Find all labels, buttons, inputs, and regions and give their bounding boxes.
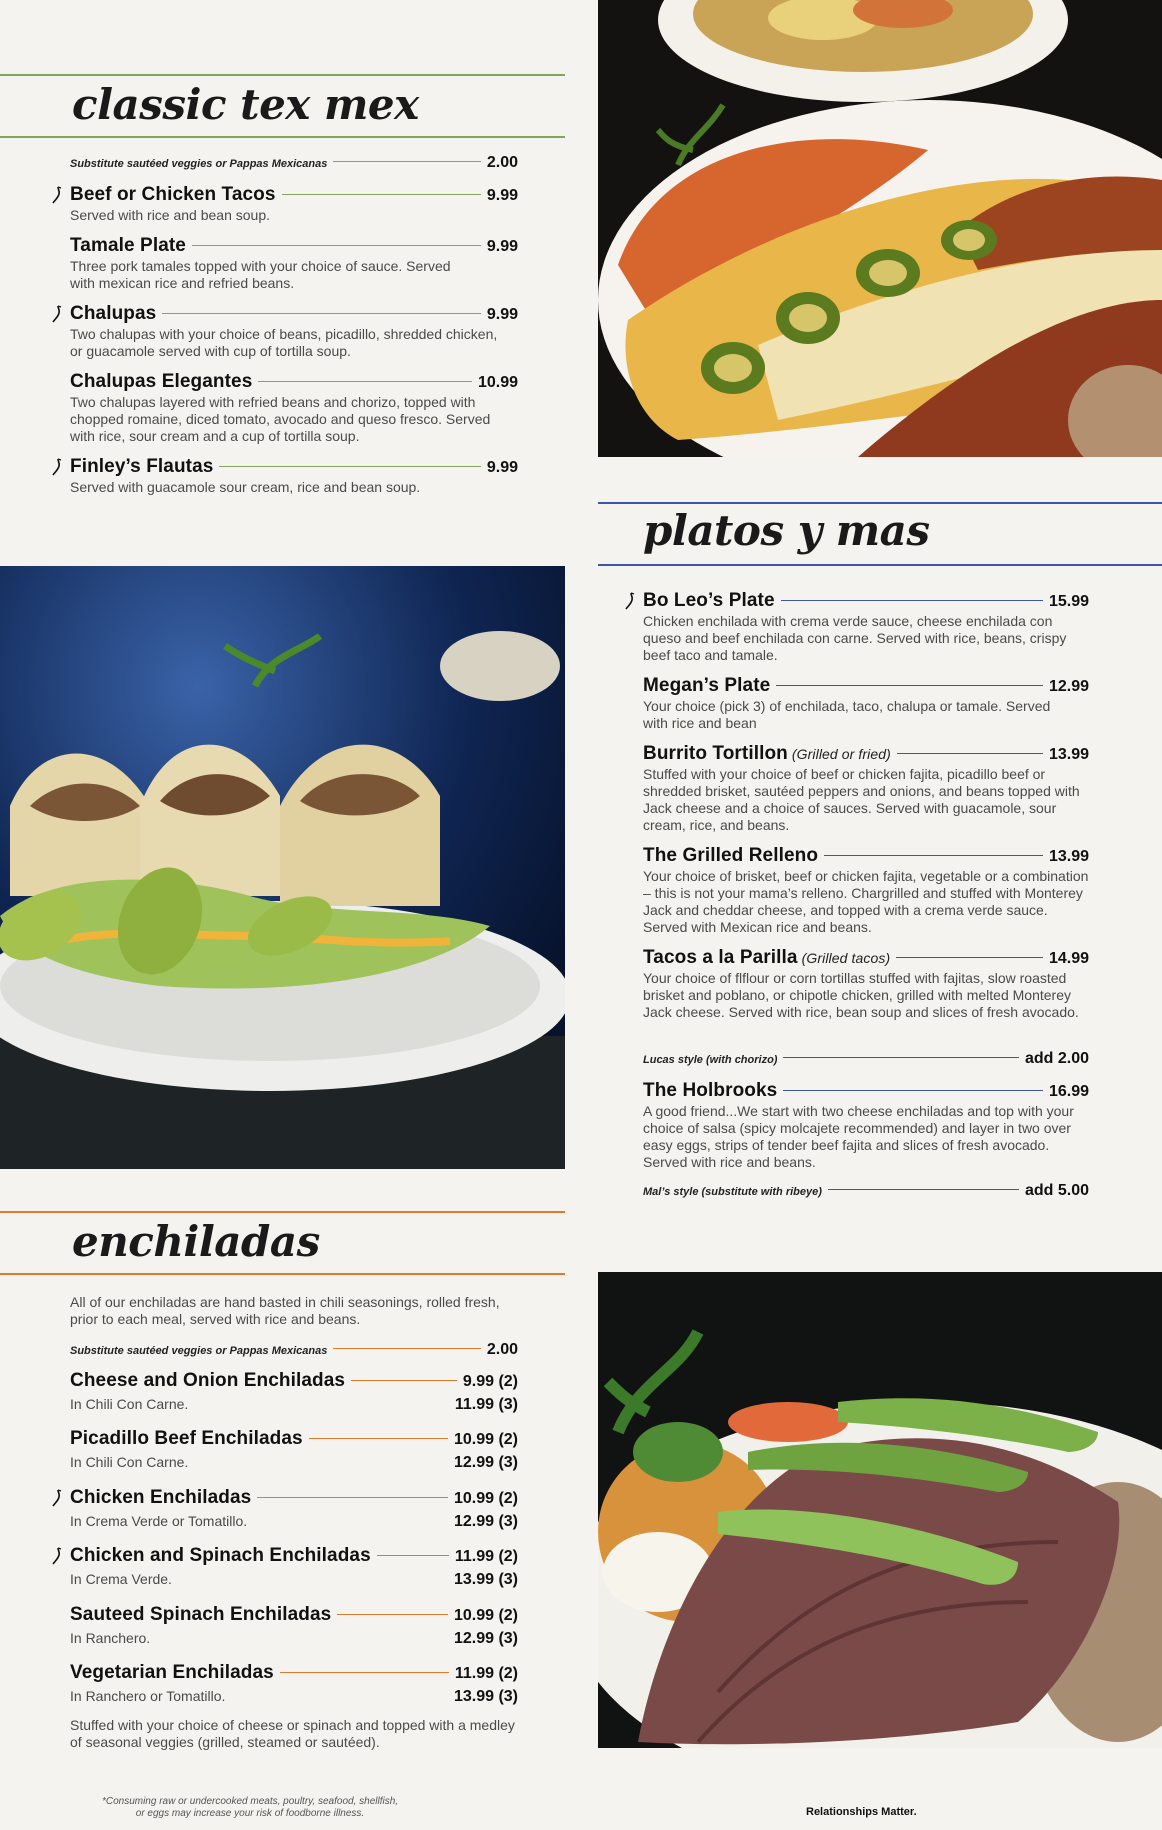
substitute-option — [70, 154, 518, 172]
item-sauce: In Crema Verde. — [70, 1571, 172, 1587]
item-note: (Grilled tacos) — [801, 950, 891, 966]
item-price: 9.99 — [486, 306, 518, 323]
add-on-option — [643, 1050, 1089, 1068]
menu-item — [643, 845, 1089, 936]
item-name: Tamale Plate — [70, 235, 186, 256]
menu-item — [70, 235, 518, 292]
item-description: Your choice of brisket, beef or chicken fajita, vegetable or a combination – this is not your mama’s relleno. Chargrilled and stuffed with Monterey Jack and cheddar cheese, and topped with a crema verde sauce. Served with Mexican rice and beans. — [643, 868, 1089, 935]
price-two: 10.99 (2) — [453, 1490, 518, 1507]
price-two: 11.99 (2) — [454, 1548, 518, 1565]
add-on-option — [643, 1182, 1089, 1200]
item-description: Two chalupas layered with refried beans and chorizo, topped with chopped romaine, diced tomato, avocado and queso fresco. Served with rice, sour cream and a cup of tortilla soup. — [70, 394, 491, 444]
tagline: Relationships Matter. — [806, 1806, 917, 1818]
substitute-label: Substitute sautéed veggies or Pappas Mexicanas — [70, 158, 328, 170]
item-sauce: In Chili Con Carne. — [70, 1454, 189, 1470]
section-rule-top — [0, 74, 565, 76]
item-name: The Grilled Relleno — [643, 845, 819, 866]
tacos-photo — [0, 566, 565, 1169]
price-three: 12.99 (3) — [453, 1454, 518, 1471]
pepper-icon — [50, 1489, 64, 1507]
section-rule-top — [598, 502, 1162, 504]
leader-line — [280, 1672, 449, 1673]
leader-line — [162, 313, 481, 314]
leader-line — [781, 600, 1043, 601]
food-safety-disclaimer: *Consuming raw or undercooked meats, poultry, seafood, shellfish, or eggs may increase your risk of foodborne illness. — [101, 1796, 399, 1819]
item-name: Picadillo Beef Enchiladas — [70, 1428, 303, 1449]
enchilada-item — [70, 1545, 518, 1589]
section-outro: Stuffed with your choice of cheese or spinach and topped with a medley of seasonal veggies (grilled, steamed or sautéed). — [70, 1717, 515, 1750]
leader-line — [824, 855, 1043, 856]
add-on-label: Mal’s style (substitute with ribeye) — [643, 1186, 822, 1198]
enchilada-item — [70, 1662, 518, 1706]
leader-line — [828, 1189, 1019, 1190]
leader-line — [897, 753, 1043, 754]
item-description: Chicken enchilada with crema verde sauce, cheese enchilada con queso and beef enchilada con carne. Served with rice, beans, crispy beef taco and tamale. — [643, 613, 1067, 663]
leader-line — [257, 1497, 448, 1498]
item-description: Three pork tamales topped with your choice of sauce. Served with mexican rice and refried beans. — [70, 258, 451, 291]
item-price: 9.99 — [486, 187, 518, 204]
enchilada-plate-image — [598, 0, 1162, 457]
substitute-price: 2.00 — [486, 154, 518, 171]
substitute-price: 2.00 — [486, 1341, 518, 1358]
menu-item — [643, 947, 1089, 1021]
item-name: The Holbrooks — [643, 1080, 778, 1101]
enchilada-item — [70, 1487, 518, 1531]
price-two: 10.99 (2) — [453, 1431, 518, 1448]
steak-plate-image — [598, 1272, 1162, 1748]
item-name: Chicken Enchiladas — [70, 1487, 252, 1508]
item-sauce: In Ranchero or Tomatillo. — [70, 1688, 226, 1704]
item-sauce: In Crema Verde or Tomatillo. — [70, 1513, 248, 1529]
leader-line — [783, 1057, 1019, 1058]
section-rule-bottom — [0, 1273, 565, 1275]
item-name: Sauteed Spinach Enchiladas — [70, 1604, 332, 1625]
item-name: Megan’s Plate — [643, 675, 771, 696]
item-name: Chalupas — [70, 303, 157, 324]
item-name: Vegetarian Enchiladas — [70, 1662, 274, 1683]
item-name: Bo Leo’s Plate — [643, 590, 775, 611]
steak-plate-photo — [598, 1272, 1162, 1748]
leader-line — [896, 957, 1043, 958]
price-three: 12.99 (3) — [453, 1513, 518, 1530]
item-price: 13.99 — [1048, 746, 1089, 763]
menu-item — [643, 590, 1089, 664]
add-on-price: add 5.00 — [1024, 1182, 1089, 1199]
item-price: 14.99 — [1048, 950, 1089, 967]
menu-item — [70, 456, 518, 496]
leader-line — [192, 245, 481, 246]
item-description: Served with guacamole sour cream, rice and bean soup. — [70, 479, 421, 495]
section-title: platos y mas — [643, 506, 930, 555]
price-three: 13.99 (3) — [453, 1688, 518, 1705]
enchilada-plate-photo — [598, 0, 1162, 457]
leader-line — [377, 1555, 449, 1556]
price-two: 11.99 (2) — [454, 1665, 518, 1682]
leader-line — [776, 685, 1043, 686]
item-price: 12.99 — [1048, 678, 1089, 695]
price-three: 11.99 (3) — [454, 1396, 518, 1413]
price-three: 12.99 (3) — [453, 1630, 518, 1647]
leader-line — [219, 466, 480, 467]
pepper-icon — [50, 458, 64, 476]
section-rule-bottom — [598, 564, 1162, 566]
item-price: 9.99 — [486, 459, 518, 476]
price-two: 9.99 (2) — [462, 1373, 518, 1390]
item-price: 13.99 — [1048, 848, 1089, 865]
item-name — [643, 743, 891, 765]
item-sauce: In Chili Con Carne. — [70, 1396, 189, 1412]
substitute-label: Substitute sautéed veggies or Pappas Mexicanas — [70, 1345, 328, 1357]
item-name: Cheese and Onion Enchiladas — [70, 1370, 346, 1391]
platos-y-mas-section — [598, 490, 1162, 1250]
add-on-price: add 2.00 — [1024, 1050, 1089, 1067]
menu-item — [70, 184, 518, 224]
menu-item — [643, 1080, 1089, 1171]
item-name: Chicken and Spinach Enchiladas — [70, 1545, 371, 1566]
item-price: 10.99 — [477, 374, 518, 391]
leader-line — [282, 194, 481, 195]
leader-line — [309, 1438, 448, 1439]
pepper-icon — [50, 305, 64, 323]
item-name: Chalupas Elegantes — [70, 371, 253, 392]
section-rule-bottom — [0, 136, 565, 138]
section-intro: All of our enchiladas are hand basted in chili seasonings, rolled fresh, prior to each meal, served with rice and beans. — [70, 1294, 500, 1327]
section-title: classic tex mex — [72, 80, 419, 129]
pepper-icon — [623, 592, 637, 610]
menu-item — [643, 675, 1089, 732]
menu-item — [643, 743, 1089, 834]
enchiladas-section — [0, 1200, 565, 1760]
pepper-icon — [50, 186, 64, 204]
enchilada-item — [70, 1604, 518, 1648]
item-name: Finley’s Flautas — [70, 456, 214, 477]
item-sauce: In Ranchero. — [70, 1630, 151, 1646]
menu-item — [70, 371, 518, 445]
leader-line — [783, 1090, 1043, 1091]
item-name-text: Tacos a la Parilla — [643, 947, 798, 968]
item-price: 9.99 — [486, 238, 518, 255]
leader-line — [337, 1614, 448, 1615]
add-on-label: Lucas style (with chorizo) — [643, 1054, 778, 1066]
section-title: enchiladas — [72, 1217, 320, 1266]
item-note: (Grilled or fried) — [791, 746, 891, 762]
item-price: 16.99 — [1048, 1083, 1089, 1100]
leader-line — [351, 1380, 457, 1381]
item-price: 15.99 — [1048, 593, 1089, 610]
tacos-image — [0, 566, 565, 1169]
item-name: Beef or Chicken Tacos — [70, 184, 276, 205]
enchilada-item — [70, 1370, 518, 1414]
item-description: Served with rice and bean soup. — [70, 207, 271, 223]
price-three: 13.99 (3) — [453, 1571, 518, 1588]
price-two: 10.99 (2) — [453, 1607, 518, 1624]
leader-line — [333, 1348, 480, 1349]
item-description: Your choice of flflour or corn tortillas stuffed with fajitas, slow roasted brisket and poblano, or chipotle chicken, grilled with melted Monterey Jack cheese. Served with rice, bean soup and slices of fresh avocado. — [643, 970, 1079, 1020]
item-description: Stuffed with your choice of beef or chicken fajita, picadillo beef or shredded brisket, sautéed peppers and onions, and beans topped with Jack cheese and a choice of sauces. Served with guacamole, sour cream, rice, and beans. — [643, 766, 1080, 833]
classic-tex-mex-section — [0, 0, 565, 520]
item-description: Your choice (pick 3) of enchilada, taco, chalupa or tamale. Served with rice and bean — [643, 698, 1051, 731]
menu-item — [70, 303, 518, 360]
item-description: Two chalupas with your choice of beans, picadillo, shredded chicken, or guacamole served with cup of tortilla soup. — [70, 326, 498, 359]
leader-line — [333, 161, 480, 162]
section-rule-top — [0, 1211, 565, 1213]
item-name-text: Burrito Tortillon — [643, 743, 788, 764]
item-name — [643, 947, 890, 969]
leader-line — [258, 381, 472, 382]
substitute-option — [70, 1341, 518, 1359]
pepper-icon — [50, 1547, 64, 1565]
enchilada-item — [70, 1428, 518, 1472]
item-description: A good friend...We start with two cheese enchiladas and top with your choice of salsa (spicy molcajete recommended) and layer in two over easy eggs, strips of tender beef fajita and slices of fresh avocado. Served with rice and beans. — [643, 1103, 1074, 1170]
